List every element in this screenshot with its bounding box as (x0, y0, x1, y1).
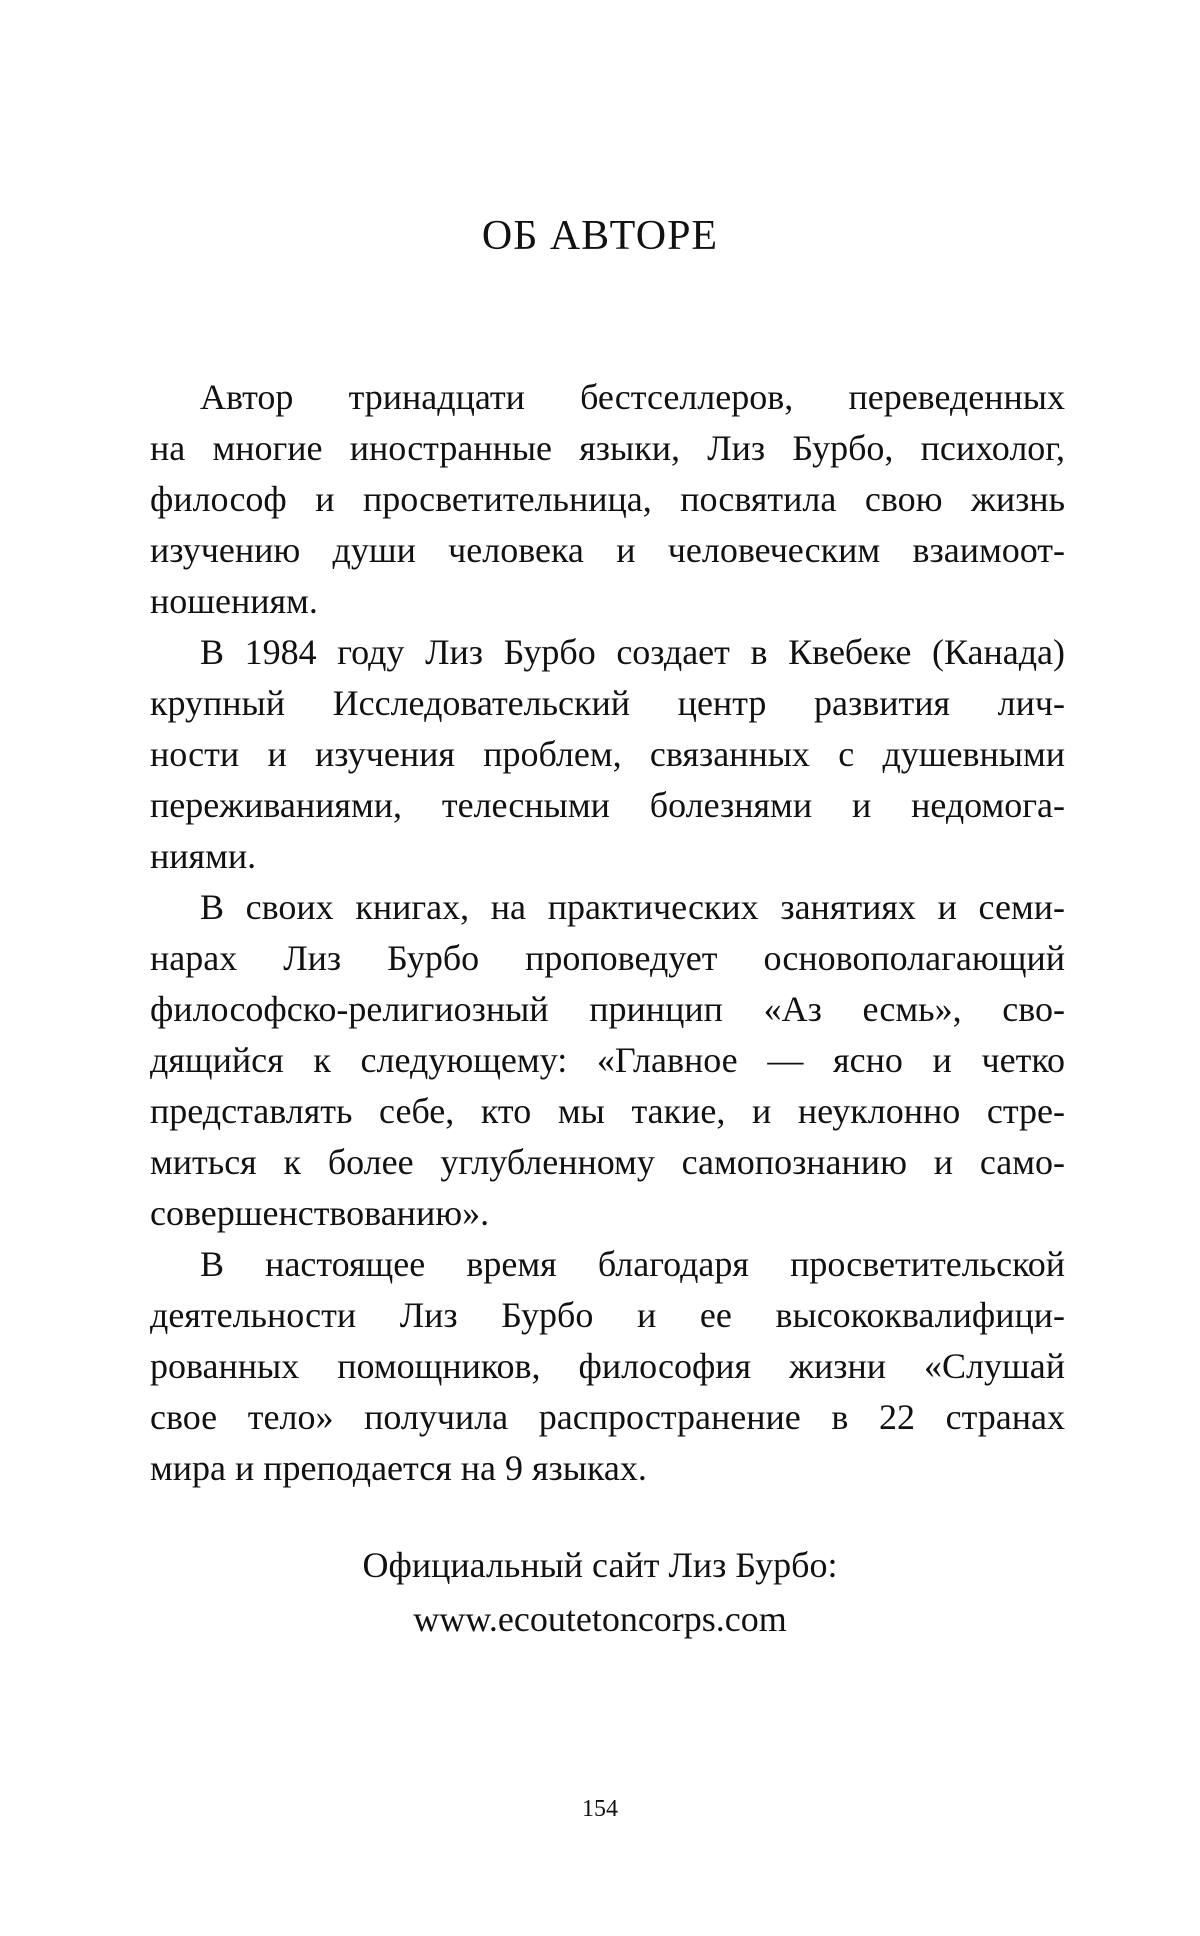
text-line: свое тело» получила распространение в 22 странах (150, 1397, 1065, 1437)
text-line: ности и изучения проблем, связанных с душевными (150, 734, 1065, 774)
about-author-text (150, 372, 1065, 1494)
paragraph-1 (150, 372, 1065, 627)
text-line: изучению души человека и человеческим взаимоот- (150, 530, 1065, 570)
text-line: ниями. (150, 836, 257, 876)
text-line: крупный Исследовательский центр развития лич- (150, 683, 1065, 723)
text-line: на многие иностранные языки, Лиз Бурбо, психолог, (150, 428, 1065, 468)
text-line: В 1984 году Лиз Бурбо создает в Квебеке (Канада) (200, 632, 1065, 672)
text-line: философ и просветительница, посвятила свою жизнь (150, 479, 1065, 519)
text-line: совершенствованию». (150, 1193, 490, 1233)
text-line: В настоящее время благодаря просветительской (200, 1244, 1065, 1284)
text-line: философско-религиозный принцип «Аз есмь», сво- (150, 989, 1065, 1029)
paragraph-3 (150, 882, 1065, 1239)
text-line: миться к более углубленному самопознанию и само- (150, 1142, 1065, 1182)
official-site-label: Официальный сайт Лиз Бурбо: (362, 1545, 838, 1585)
text-line: деятельности Лиз Бурбо и ее высококвалифици- (150, 1295, 1065, 1335)
paragraph-2 (150, 627, 1065, 882)
text-line: Автор тринадцати бестселлеров, переведенных (200, 377, 1065, 417)
text-line: представлять себе, кто мы такие, и неуклонно стре- (150, 1091, 1065, 1131)
text-line: рованных помощников, философия жизни «Слушай (150, 1346, 1065, 1386)
text-line: нарах Лиз Бурбо проповедует основополагающий (150, 938, 1065, 978)
page-title: ОБ АВТОРЕ (481, 213, 719, 259)
text-line: дящийся к следующему: «Главное — ясно и четко (150, 1040, 1065, 1080)
official-site-url: www.ecoutetoncorps.com (413, 1599, 787, 1639)
page-number: 154 (582, 1796, 618, 1822)
text-line: мира и преподается на 9 языках. (150, 1448, 647, 1488)
paragraph-4 (150, 1239, 1065, 1494)
text-line: В своих книгах, на практических занятиях и семи- (200, 887, 1065, 927)
text-line: переживаниями, телесными болезнями и недомога- (150, 785, 1065, 825)
official-site-block (0, 1538, 1200, 1646)
text-line: ношениям. (150, 581, 318, 621)
